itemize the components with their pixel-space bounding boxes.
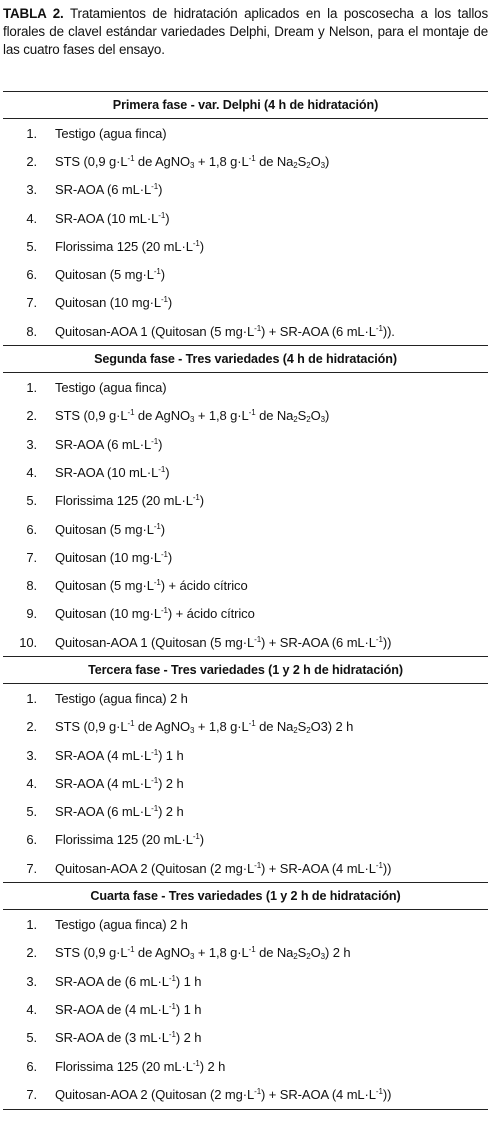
treatment-description: STS (0,9 $g\cdot L^{-1}$ de AgNO$_3$ + 1,8 $g\cdot L^{-1}$ de $Na_2S_2O3$) 2 h xyxy=(55,719,354,736)
treatment-row xyxy=(3,571,488,599)
treatment-row xyxy=(3,119,488,147)
treatment-description: SR-AOA de (4 $mL\cdot L^{-1}$) 1 h xyxy=(55,1001,202,1017)
treatment-number: 2. xyxy=(26,945,37,961)
treatment-number: 2. xyxy=(26,408,37,424)
treatment-number: 6. xyxy=(26,521,37,537)
treatment-row xyxy=(3,713,488,741)
treatment-number: 10. xyxy=(19,634,37,650)
treatment-row xyxy=(3,939,488,967)
treatment-row xyxy=(3,995,488,1023)
treatment-row xyxy=(3,176,488,204)
phase-section xyxy=(3,92,488,345)
treatment-number: 4. xyxy=(26,210,37,226)
treatment-description: SR-AOA (10 $mL\cdot L^{-1}$) xyxy=(55,210,170,226)
treatment-description: Quitosan (10 $mg\cdot L^{-1}$) xyxy=(55,295,173,311)
treatment-description: SR-AOA (6 $mL\cdot L^{-1}$) xyxy=(55,436,163,452)
treatment-number: 5. xyxy=(26,238,37,254)
phase-heading: Tercera fase - Tres variedades (1 y 2 h de hidratación) xyxy=(3,656,488,684)
treatment-number: 3. xyxy=(26,436,37,452)
treatment-description: Quitosan-AOA 2 (Quitosan (2 $mg\cdot L^{-1}) + SR-AOA$ (4 $mL\cdot L^{-1}$)) xyxy=(55,1086,392,1102)
treatment-description: Quitosan-AOA 1 (Quitosan (5 $mg\cdot L^{-1}) + SR-AOA$ (6 $mL\cdot L^{-1}$)) xyxy=(55,634,392,650)
treatment-description: SR-AOA (4 $mL\cdot L^{-1}$) 2 h xyxy=(55,775,184,791)
treatment-number: 4. xyxy=(26,1001,37,1017)
treatment-row xyxy=(3,232,488,260)
treatment-row xyxy=(3,1080,488,1108)
treatment-description: Quitosan-AOA 2 (Quitosan (2 $mg\cdot L^{-1}) + SR-AOA$ (4 $mL\cdot L^{-1}$)) xyxy=(55,860,392,876)
treatment-row xyxy=(3,317,488,345)
treatment-number: 1. xyxy=(26,380,37,396)
phase-heading: Cuarta fase - Tres variedades (1 y 2 h de hidratación) xyxy=(3,882,488,910)
treatment-description: SR-AOA de (3 $mL\cdot L^{-1}$) 2 h xyxy=(55,1030,202,1046)
treatment-row xyxy=(3,543,488,571)
treatment-number: 6. xyxy=(26,832,37,848)
treatment-description: STS (0,9 $g\cdot L^{-1}$ de AgNO$_3$ + 1,8 $g\cdot L^{-1}$ de $Na_2S_2O_3$) xyxy=(55,153,330,170)
treatments-table xyxy=(3,91,488,1110)
treatment-number: 3. xyxy=(26,973,37,989)
treatment-description: Florissima 125 (20 $mL\cdot L^{-1}$) xyxy=(55,238,205,254)
treatment-description: Testigo (agua finca) xyxy=(55,125,167,141)
treatment-row xyxy=(3,402,488,430)
treatment-row xyxy=(3,260,488,288)
treatment-description: Testigo (agua finca) 2 h xyxy=(55,917,188,933)
treatment-number: 7. xyxy=(26,549,37,565)
treatment-row xyxy=(3,910,488,938)
phase-section xyxy=(3,882,488,1108)
treatment-row xyxy=(3,147,488,175)
treatment-row xyxy=(3,684,488,712)
treatment-number: 1. xyxy=(26,917,37,933)
phase-section xyxy=(3,345,488,656)
treatment-row xyxy=(3,458,488,486)
treatment-row xyxy=(3,430,488,458)
treatment-row xyxy=(3,798,488,826)
treatment-row xyxy=(3,967,488,995)
treatment-number: 4. xyxy=(26,775,37,791)
treatment-number: 5. xyxy=(26,493,37,509)
treatment-number: 3. xyxy=(26,182,37,198)
treatment-number: 3. xyxy=(26,747,37,763)
treatment-description: STS (0,9 $g\cdot L^{-1}$ de AgNO$_3$ + 1,8 $g\cdot L^{-1}$ de $Na_2S_2O_3$) 2 h xyxy=(55,945,351,962)
treatment-description: Florissima 125 (20 $mL\cdot L^{-1}$) xyxy=(55,493,205,509)
treatment-number: 2. xyxy=(26,719,37,735)
treatment-description: Quitosan (5 $mg\cdot L^{-1}$) + ácido cítrico xyxy=(55,578,248,594)
treatment-description: Testigo (agua finca) 2 h xyxy=(55,690,188,706)
treatment-description: SR-AOA (10 $mL\cdot L^{-1}$) xyxy=(55,464,170,480)
treatment-description: Quitosan-AOA 1 (Quitosan (5 $mg\cdot L^{-1}) + SR-AOA$ (6 $mL\cdot L^{-1}$)). xyxy=(55,323,395,339)
phase-heading: Primera fase - var. Delphi (4 h de hidratación) xyxy=(3,92,488,119)
treatment-description: Testigo (agua finca) xyxy=(55,380,167,396)
treatment-row xyxy=(3,515,488,543)
treatment-row xyxy=(3,1024,488,1052)
treatment-row xyxy=(3,289,488,317)
treatment-number: 4. xyxy=(26,464,37,480)
treatment-number: 5. xyxy=(26,804,37,820)
treatment-number: 8. xyxy=(26,323,37,339)
treatment-row xyxy=(3,1052,488,1080)
table-caption-label: TABLA 2. xyxy=(3,6,64,21)
document-page xyxy=(0,5,491,1128)
treatment-description: Quitosan (5 $mg\cdot L^{-1}$) xyxy=(55,521,165,537)
treatment-number: 5. xyxy=(26,1030,37,1046)
treatment-number: 8. xyxy=(26,578,37,594)
treatment-row xyxy=(3,628,488,656)
treatment-row xyxy=(3,854,488,882)
treatment-number: 7. xyxy=(26,295,37,311)
table-caption-text: Tratamientos de hidratación aplicados en la poscosecha a los tallos florales de clavel estándar variedades Delphi, Dream y Nelson, para el montaje de las cuatro fases del ensayo. xyxy=(3,6,488,57)
treatment-description: SR-AOA de (6 $mL\cdot L^{-1}$) 1 h xyxy=(55,973,202,989)
treatment-number: 9. xyxy=(26,606,37,622)
treatment-description: SR-AOA (6 $mL\cdot L^{-1}$) xyxy=(55,182,163,198)
treatment-row xyxy=(3,826,488,854)
phase-heading: Segunda fase - Tres variedades (4 h de hidratación) xyxy=(3,345,488,373)
treatment-row xyxy=(3,373,488,401)
treatment-number: 1. xyxy=(26,125,37,141)
treatment-description: Florissima 125 (20 $mL\cdot L^{-1}$) 2 h xyxy=(55,1058,226,1074)
treatment-number: 7. xyxy=(26,860,37,876)
phase-section xyxy=(3,656,488,882)
treatment-description: SR-AOA (4 $mL\cdot L^{-1}$) 1 h xyxy=(55,747,184,763)
treatment-description: Quitosan (10 $mg\cdot L^{-1}$) xyxy=(55,549,173,565)
treatment-description: SR-AOA (6 $mL\cdot L^{-1}$) 2 h xyxy=(55,804,184,820)
treatment-number: 1. xyxy=(26,690,37,706)
treatment-number: 6. xyxy=(26,1058,37,1074)
treatment-row xyxy=(3,741,488,769)
treatment-row xyxy=(3,600,488,628)
treatment-description: Florissima 125 (20 $mL\cdot L^{-1}$) xyxy=(55,832,205,848)
treatment-description: STS (0,9 $g\cdot L^{-1}$ de AgNO$_3$ + 1,8 $g\cdot L^{-1}$ de $Na_2S_2O_3$) xyxy=(55,408,330,425)
treatment-description: Quitosan (10 $mg\cdot L^{-1}$) + ácido cítrico xyxy=(55,606,255,622)
table-caption xyxy=(3,5,488,65)
treatment-description: Quitosan (5 $mg\cdot L^{-1}$) xyxy=(55,267,165,283)
treatment-row xyxy=(3,204,488,232)
treatment-row xyxy=(3,487,488,515)
treatment-row xyxy=(3,769,488,797)
treatment-number: 2. xyxy=(26,153,37,169)
treatment-number: 6. xyxy=(26,267,37,283)
treatment-number: 7. xyxy=(26,1086,37,1102)
